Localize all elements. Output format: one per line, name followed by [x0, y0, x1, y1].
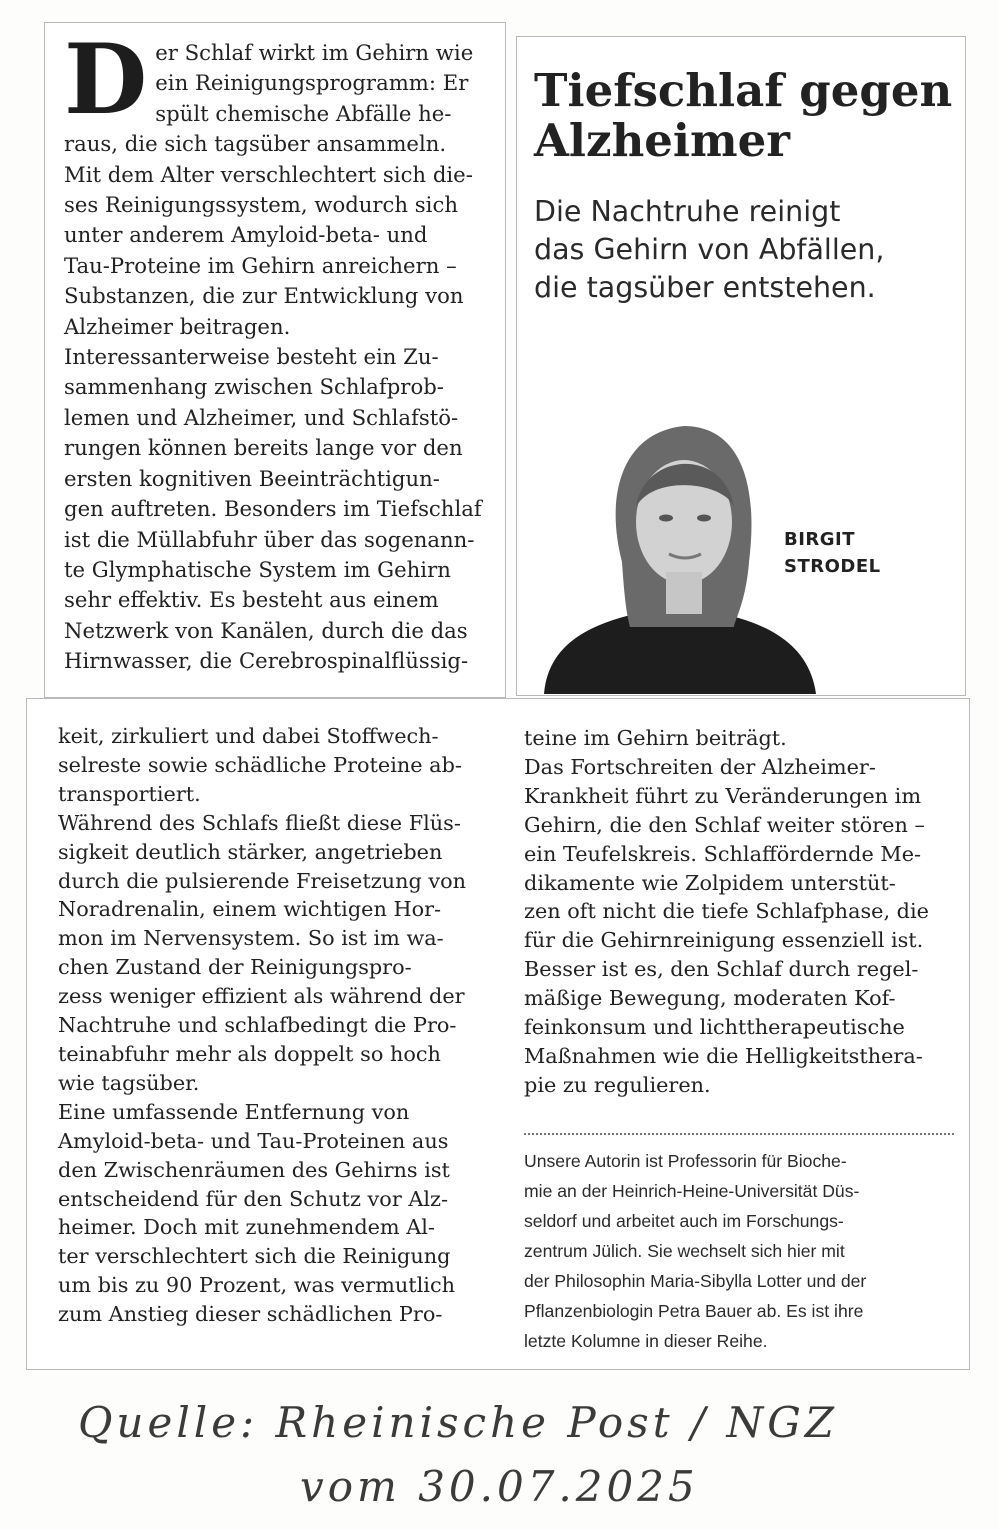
- author-bio: Unsere Autorin ist Professorin für Bioche- mie an der Heinrich-Heine-Universität Düs- seldorf und arbeitet auch im Forschungs- zentrum Jülich. Sie wechselt sich hier mit der Philosophin Maria-Sibylla Lotter und der Pflanzenbiologin Petra Bauer ab. Es ist ihre letzte Kolumne in dieser Reihe.: [524, 1151, 867, 1351]
- column1-top: [64, 23, 504, 677]
- column1-bottom-text: keit, zirkuliert und dabei Stoffwech- selreste sowie schädliche Proteine ab- transportiert. Während des Schlafs fließt diese Flüs- sigkeit deutlich stärker, angetrieben durch die pulsierende Freisetzung von Noradrenalin, einem wichtigen Hor- mon im Nervensystem. So ist im wa- chen Zustand der Reinigungspro- zess weniger effizient als während der Nachtruhe und schlafbedingt die Pro- teinabfuhr mehr als doppelt so hoch wie tagsüber. Eine umfassende Entfernung von Amyloid-beta- und Tau-Proteinen aus den Zwischenräumen des Gehirns ist entscheidend für den Schutz vor Alz- heimer. Doch mit zunehmendem Al- ter verschlechtert sich die Reinigung um bis zu 90 Prozent, was vermutlich zum Anstieg dieser schädlichen Pro-: [58, 724, 467, 1327]
- author-portrait: [534, 412, 824, 694]
- subheadline: Die Nachtruhe reinigt das Gehirn von Abfällen, die tagsüber entstehen.: [534, 195, 885, 304]
- drop-cap: D: [64, 23, 148, 136]
- bio-separator: [524, 1133, 954, 1135]
- handwritten-date-note: vom 30.07.2025: [300, 1462, 699, 1511]
- column2-text: teine im Gehirn beiträgt. Das Fortschreiten der Alzheimer- Krankheit führt zu Veränderungen im Gehirn, die den Schlaf weiter stören – ein Teufelskreis. Schlaffördernde Me- dikamente wie Zolpidem unterstüt- zen oft nicht die tiefe Schlafphase, die für die Gehirnreinigung essenziell ist. Besser ist es, den Schlaf durch regel- mäßige Bewegung, moderaten Kof- feinkonsum und lichttherapeutische Maßnahmen wie die Helligkeitsthera- pie zu regulieren.: [524, 726, 929, 1097]
- headline: Tiefschlaf gegen Alzheimer: [534, 64, 953, 167]
- handwritten-source-note: Quelle: Rheinische Post / NGZ: [78, 1398, 838, 1447]
- author-byline: BIRGIT STRODEL: [784, 529, 881, 577]
- column1-top-text: er Schlaf wirkt im Gehirn wie ein Reinigungsprogramm: Er spült chemische Abfälle he- raus, die sich tagsüber ansammeln. Mit dem Alter verschlechtert sich die- ses Reinigungssystem, wodurch sich unter anderem Amyloid-beta- und Tau-Proteine im Gehirn anreichern – Substanzen, die zur Entwicklung von Alzheimer beitragen. Interessanterweise besteht ein Zu- sammenhang zwischen Schlafprob- lemen und Alzheimer, und Schlafstö- rungen können bereits lange vor den ersten kognitiven Beeinträchtigun- gen auftreten. Besonders im Tiefschlaf ist die Müllabfuhr über das sogenann- te Glymphatische System im Gehirn sehr effektiv. Es besteht aus einem Netzwerk von Kanälen, durch die das Hirnwasser, die Cerebrospinalflüssig-: [64, 40, 482, 674]
